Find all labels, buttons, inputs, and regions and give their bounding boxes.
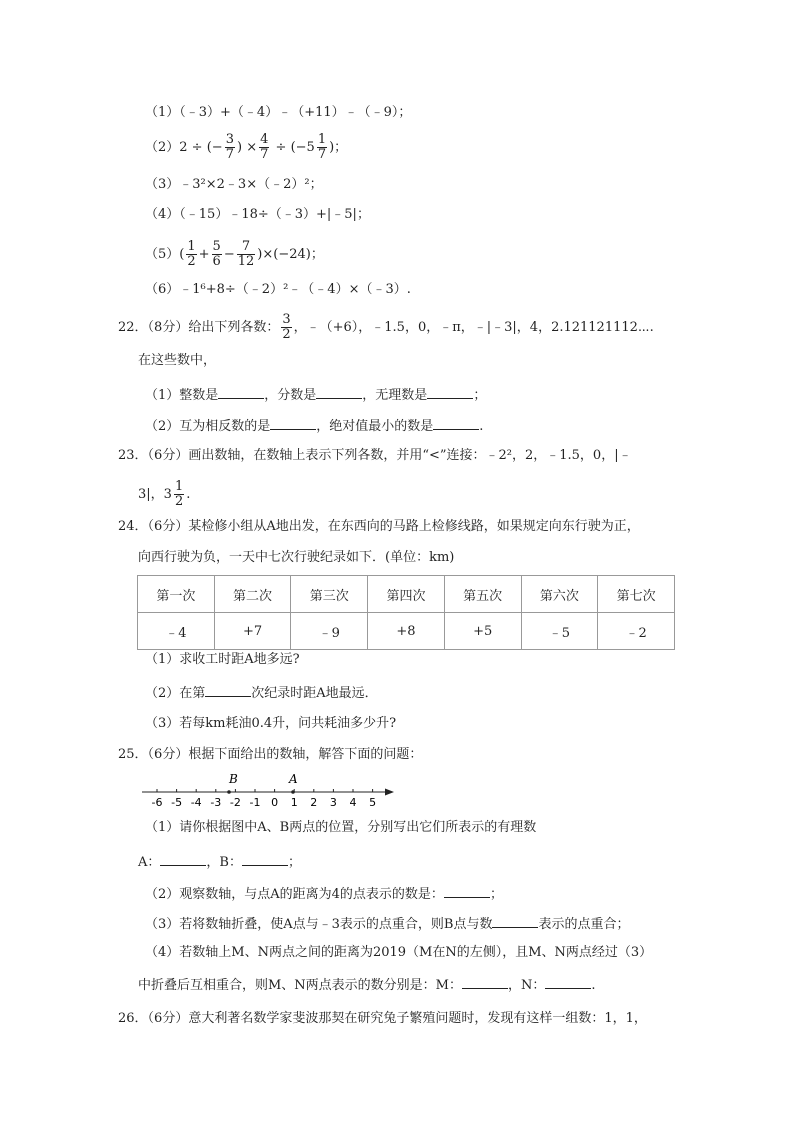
p25-heading: 25．（6分）根据下面给出的数轴，解答下面的问题： bbox=[118, 747, 423, 762]
fraction: $\frac{4}{7}$ bbox=[260, 132, 269, 162]
table-header-cell: 第七次 bbox=[598, 576, 675, 613]
point-a-label: A bbox=[289, 772, 298, 786]
axis-tick-label: -2 bbox=[229, 796, 241, 809]
table-row bbox=[138, 613, 675, 650]
number-line bbox=[140, 770, 400, 810]
axis-tick-label: -3 bbox=[210, 796, 222, 809]
driving-log-table bbox=[137, 575, 675, 650]
axis-tick-label: -5 bbox=[171, 796, 183, 809]
answer-blank[interactable] bbox=[242, 852, 288, 866]
p22-q1: （1）整数是 ，分数是 ，无理数是 ； bbox=[145, 385, 486, 405]
axis-tick-label: 0 bbox=[271, 796, 279, 809]
answer-blank[interactable] bbox=[462, 975, 508, 989]
axis-arrow bbox=[385, 789, 394, 796]
point-a-dot bbox=[291, 790, 295, 794]
axis-tick-label: 1 bbox=[290, 796, 298, 809]
answer-blank[interactable] bbox=[433, 416, 479, 430]
fraction: $\frac{5}{6}$ bbox=[212, 239, 221, 269]
p25-q2: （2）观察数轴，与点A的距离为4的点表示的数是： ； bbox=[145, 884, 503, 904]
answer-blank[interactable] bbox=[205, 683, 251, 697]
answer-blank[interactable] bbox=[545, 975, 591, 989]
table-cell: ﹣5 bbox=[521, 613, 598, 650]
p22-q2: （2）互为相反数的是 ，绝对值最小的数是 . bbox=[145, 416, 483, 436]
p24-q3: （3）若每km耗油0.4升，问共耗油多少升? bbox=[145, 716, 397, 731]
p24-line-2: 向西行驶为负，一天中七次行驶纪录如下．(单位：km) bbox=[138, 550, 455, 565]
fraction: $\frac{3}{2}$ bbox=[282, 312, 291, 342]
p22-line-2: 在这些数中， bbox=[138, 353, 217, 368]
table-header-cell: 第三次 bbox=[291, 576, 368, 613]
answer-blank[interactable] bbox=[316, 385, 362, 399]
table-header-cell: 第六次 bbox=[521, 576, 598, 613]
p21-item-2: （2）2 ÷ (− $\frac{3}{7}$ ) × $\frac{4}{7}$ ÷ (−5 $\frac{1}{7}$ )； bbox=[145, 132, 348, 162]
table-header-cell: 第一次 bbox=[138, 576, 215, 613]
axis-tick-label: 4 bbox=[349, 796, 357, 809]
answer-blank[interactable] bbox=[427, 385, 473, 399]
fraction: $\frac{3}{7}$ bbox=[225, 132, 234, 162]
answer-blank[interactable] bbox=[218, 385, 264, 399]
answer-blank[interactable] bbox=[444, 884, 490, 898]
table-cell: ﹣9 bbox=[291, 613, 368, 650]
answer-blank[interactable] bbox=[270, 416, 316, 430]
axis-tick-label: 2 bbox=[310, 796, 318, 809]
p24-heading: 24．（6分）某检修小组从A地出发，在东西向的马路上检修线路，如果规定向东行驶为正， bbox=[118, 519, 640, 534]
p24-q1: （1）求收工时距A地多远? bbox=[145, 652, 300, 667]
p21-item-6: （6）﹣1⁶+8÷（﹣2）²﹣（﹣4）×（﹣3）. bbox=[145, 282, 411, 297]
point-b-label: B bbox=[229, 772, 238, 786]
p25-q1: （1）请你根据图中A、B两点的位置，分别写出它们所表示的有理数 bbox=[145, 820, 537, 835]
answer-blank[interactable] bbox=[160, 852, 206, 866]
fraction: $\frac{1}{2}$ bbox=[174, 479, 184, 509]
p22-heading: 22．（8分）给出下列各数： $\frac{3}{2}$ ，﹣（+6），﹣1.5，0，﹣π，﹣|﹣3|，4，2.121121112⋯. bbox=[118, 312, 654, 342]
table-cell: ﹣2 bbox=[598, 613, 675, 650]
table-header-cell: 第五次 bbox=[444, 576, 521, 613]
table-cell: +5 bbox=[444, 613, 521, 650]
p25-q1-answers: A： ，B： ； bbox=[138, 852, 301, 872]
p21-item-1: （1）（﹣3）+（﹣4）﹣（+11）﹣（﹣9）； bbox=[145, 105, 412, 120]
p21-item-4: （4）（﹣15）﹣18÷（﹣3）+|﹣5|； bbox=[145, 207, 370, 222]
p24-q2: （2）在第 次纪录时距A地最远． bbox=[145, 683, 378, 703]
fraction: $\frac{1}{7}$ bbox=[317, 132, 327, 162]
p26-heading: 26．（6分）意大利著名数学家斐波那契在研究兔子繁殖问题时，发现有这样一组数：1，1， bbox=[118, 1011, 647, 1026]
fraction: $\frac{1}{2}$ bbox=[187, 239, 196, 269]
table-cell: +8 bbox=[368, 613, 445, 650]
p25-q4-line-2: 中折叠后互相重合，则M、N两点表示的数分别是：M： ，N： . bbox=[138, 975, 596, 995]
table-header-cell: 第四次 bbox=[368, 576, 445, 613]
p21-item-3: （3）﹣3²×2﹣3×（﹣2）²； bbox=[145, 177, 323, 192]
p23-line-2: 3|，3 $\frac{1}{2}$ . bbox=[138, 479, 191, 509]
table-cell: +7 bbox=[214, 613, 291, 650]
axis-tick-label: -1 bbox=[249, 796, 261, 809]
p21-item-5: （5）( $\frac{1}{2}$ + $\frac{5}{6}$ − $\frac{7}{12}$ )×(−24)； bbox=[145, 239, 324, 269]
fraction: $\frac{7}{12}$ bbox=[237, 239, 255, 269]
answer-blank[interactable] bbox=[492, 914, 538, 928]
axis-tick-label: -6 bbox=[151, 796, 163, 809]
point-b-dot bbox=[227, 790, 231, 794]
axis-tick-label: -4 bbox=[190, 796, 202, 809]
p23-heading: 23．（6分）画出数轴，在数轴上表示下列各数，并用“<”连接：﹣2²，2，﹣1.5，0，|﹣ bbox=[118, 448, 632, 463]
table-cell: ﹣4 bbox=[138, 613, 215, 650]
p25-q3: （3）若将数轴折叠，使A点与﹣3表示的点重合，则B点与数 表示的点重合； bbox=[145, 914, 630, 934]
p25-q4: （4）若数轴上M、N两点之间的距离为2019（M在N的左侧），且M、N两点经过（3） bbox=[145, 945, 653, 960]
table-header-cell: 第二次 bbox=[214, 576, 291, 613]
axis-tick-label: 5 bbox=[369, 796, 377, 809]
axis-tick-label: 3 bbox=[329, 796, 337, 809]
table-row bbox=[138, 576, 675, 613]
